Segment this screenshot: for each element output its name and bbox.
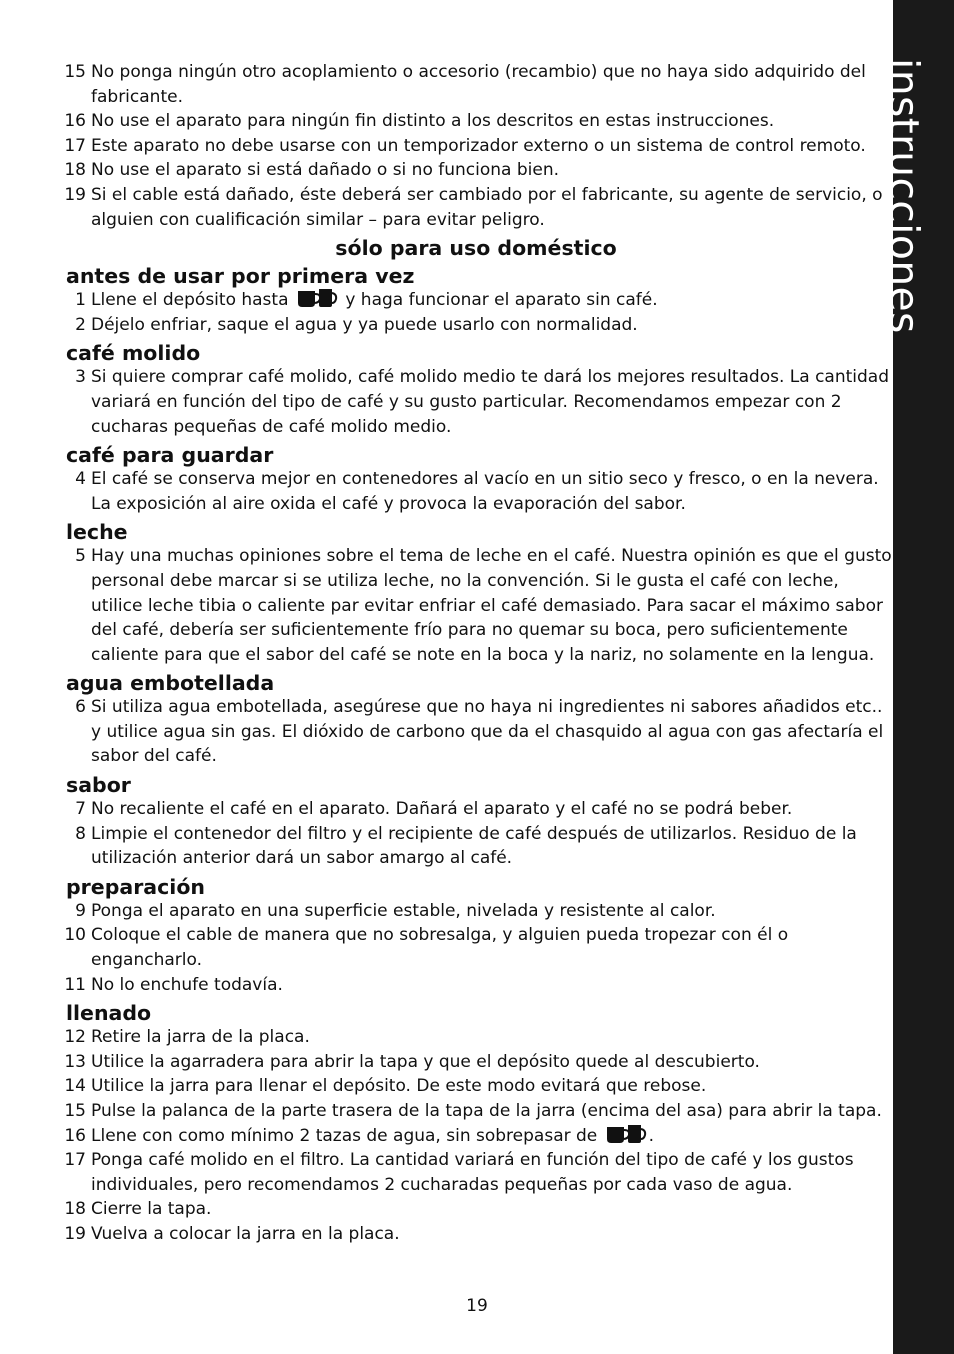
list-item: [60, 60, 892, 109]
domestic-use-heading: sólo para uso doméstico: [335, 236, 617, 261]
list-item: [60, 109, 892, 134]
item-text: No lo enchufe todavía.: [91, 974, 283, 995]
item-number: 19: [64, 184, 86, 205]
list-item: [60, 183, 892, 232]
cup-and-mug-icon: [605, 1124, 647, 1144]
item-text: Retire la jarra de la placa.: [91, 1027, 310, 1048]
item-number: 9: [75, 900, 86, 921]
item-number: 16: [64, 1125, 86, 1146]
item-text: Limpie el contenedor del filtro y el recipiente de café después de utilizarlos. Residuo de la utilización anterior dará un sabor amargo al café.: [91, 823, 857, 869]
sections: [60, 341, 892, 997]
list-item: [60, 1124, 892, 1149]
section-heading: café molido: [66, 341, 201, 366]
item-number: 17: [64, 1150, 86, 1171]
item-number: 14: [64, 1076, 86, 1097]
item-number: 5: [75, 546, 86, 567]
item-number: 6: [75, 697, 86, 718]
list-item: [60, 158, 892, 183]
list-item: [60, 288, 892, 313]
item-text: Cierre la tapa.: [91, 1199, 212, 1220]
list-item: [60, 467, 892, 516]
list-item: [60, 313, 892, 338]
list-item: [60, 1222, 892, 1247]
list-item: [60, 1148, 892, 1197]
item-number: 17: [64, 135, 86, 156]
list-item: [60, 1197, 892, 1222]
list-item: [60, 797, 892, 822]
list-item: [60, 1050, 892, 1075]
item-number: 19: [64, 1223, 86, 1244]
list-item: [60, 134, 892, 159]
item-text: Utilice la jarra para llenar el depósito. De este modo evitará que rebose.: [91, 1076, 707, 1097]
list-item: [60, 1025, 892, 1050]
section-heading: sabor: [66, 773, 131, 798]
item-text: El café se conserva mejor en contenedores al vacío en un sitio seco y fresco, o en la nevera. La exposición al aire oxida el café y provoca la evaporación del sabor.: [91, 469, 879, 514]
item-text: Pulse la palanca de la parte trasera de la tapa de la jarra (encima del asa) para abrir la tapa.: [91, 1101, 882, 1121]
item-text: No recaliente el café en el aparato. Dañará el aparato y el café no se podrá beber.: [91, 799, 793, 820]
item-number: 2: [75, 314, 86, 335]
list-item: [60, 544, 892, 667]
item-text: Si quiere comprar café molido, café molido medio te dará los mejores resultados. La cantidad variará en función del tipo de café y su gusto particular. Recomendamos empezar con 2 cucharas pequeñas de café molido medio.: [91, 367, 890, 437]
item-number: 13: [64, 1051, 86, 1072]
item-text: [91, 1124, 892, 1149]
item-text: Si el cable está dañado, éste deberá ser cambiado por el fabricante, su agente de servicio, o alguien con cualificación similar – para evitar peligro.: [91, 184, 883, 230]
list-item: [60, 695, 892, 769]
item-number: 15: [64, 62, 86, 82]
item-text: Este aparato no debe usarse con un temporizador externo o un sistema de control remoto.: [91, 135, 866, 156]
cup-and-mug-icon: [296, 288, 338, 308]
item-text: [91, 288, 892, 313]
item-number: 4: [75, 469, 86, 490]
item-number: 15: [64, 1101, 86, 1121]
list-item: [60, 365, 892, 439]
item-text: Déjelo enfriar, saque el agua y ya puede usarlo con normalidad.: [91, 314, 638, 335]
sidebar-title: instrucciones: [880, 58, 928, 334]
list-item: [60, 899, 892, 924]
item-number: 8: [75, 823, 86, 844]
item-text: No use el aparato para ningún fin distinto a los descritos en estas instrucciones.: [91, 111, 775, 132]
intro-list: [60, 60, 892, 232]
section-heading: leche: [66, 520, 128, 545]
item-number: 18: [64, 160, 86, 181]
item-text: Ponga café molido en el filtro. La cantidad variará en función del tipo de café y los gustos individuales, pero recomendamos 2 cucharadas pequeñas por cada vaso de agua.: [91, 1150, 854, 1195]
list-item: [60, 1074, 892, 1099]
llenado-list-a: [60, 1025, 892, 1123]
item-text: Si utiliza agua embotellada, asegúrese que no haya ni ingredientes ni sabores añadidos etc.. y utilice agua sin gas. El dióxido de carbono que da el chasquido al agua con gas afectaría el sabor del café.: [91, 697, 884, 767]
section-heading: agua embotellada: [66, 671, 275, 696]
list-item: [60, 973, 892, 998]
item-number: 7: [75, 799, 86, 820]
item-text: Coloque el cable de manera que no sobresalga, y alguien pueda tropezar con él o engancharlo.: [91, 925, 789, 971]
list-item: [60, 822, 892, 871]
section-heading: preparación: [66, 874, 205, 899]
item-number: 1: [75, 290, 86, 311]
item-text: Utilice la agarradera para abrir la tapa y que el depósito quede al descubierto.: [91, 1051, 760, 1072]
item-text-before: Llene el depósito hasta: [91, 290, 289, 311]
item-text: Vuelva a colocar la jarra en la placa.: [91, 1223, 400, 1244]
item-text: Hay una muchas opiniones sobre el tema de leche en el café. Nuestra opinión es que el gusto personal debe marcar si se utiliza leche, no la convención. Si le gusta el café con leche, utilice leche tibia o caliente par evitar enfriar el café demasiado. Para sacar el máximo sabor del café, debería ser suficientemente frío para no quemar su boca, pero suficientemente caliente para que el sabor del café se note en la boca y la nariz, no solamente en la lengua.: [91, 546, 892, 665]
item-number: 18: [64, 1199, 86, 1220]
item-text: No use el aparato si está dañado o si no funciona bien.: [91, 160, 560, 181]
section-heading-first-use: antes de usar por primera vez: [66, 264, 415, 289]
item-text-before: Llene con como mínimo 2 tazas de agua, sin sobrepasar de: [91, 1125, 598, 1146]
item-text-after: .: [648, 1125, 655, 1146]
llenado-list-b: [60, 1148, 892, 1246]
item-number: 10: [64, 925, 86, 946]
item-number: 12: [64, 1027, 86, 1048]
page-number: 19: [466, 1296, 488, 1316]
item-number: 11: [64, 974, 86, 995]
page-content: [60, 60, 892, 1247]
item-text: No ponga ningún otro acoplamiento o accesorio (recambio) que no haya sido adquirido del fabricante.: [91, 62, 866, 107]
list-item: [60, 923, 892, 972]
section-heading-llenado: llenado: [66, 1001, 152, 1026]
section-heading: café para guardar: [66, 443, 274, 468]
list-item: [60, 1099, 892, 1124]
item-text-after: y haga funcionar el aparato sin café.: [345, 290, 658, 311]
item-text: Ponga el aparato en una superficie estable, nivelada y resistente al calor.: [91, 900, 716, 921]
item-number: 3: [75, 367, 86, 388]
item-number: 16: [64, 111, 86, 132]
